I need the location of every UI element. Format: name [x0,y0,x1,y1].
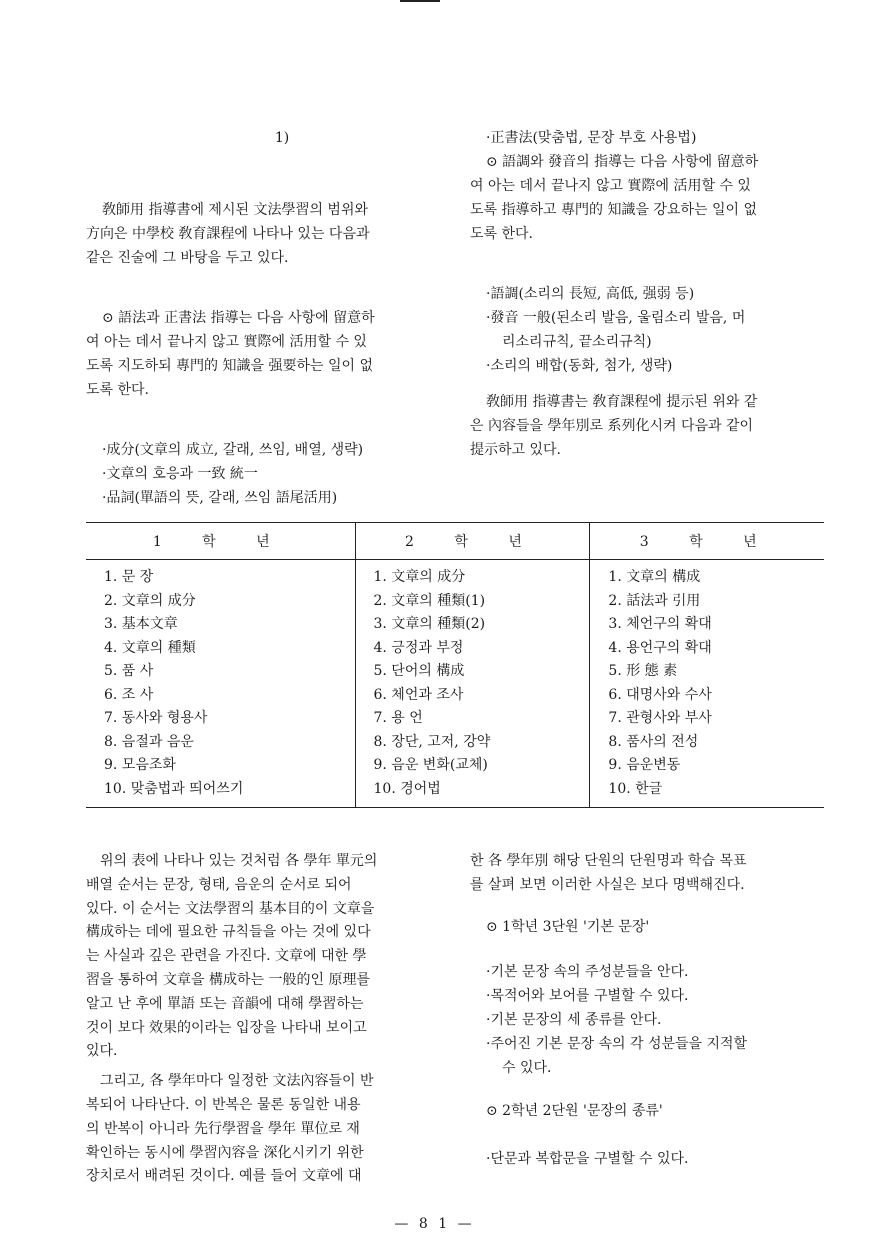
list-item: ·發音 一般(된소리 발음, 울림소리 발음, 머 [486,310,746,326]
line: 위의 表에 나타나 있는 것처럼 各 學年 單元의 [100,853,378,869]
line: 는 사실과 깊은 관련을 가진다. 文章에 대한 學 [86,948,367,965]
table-header: 3 학 년 [590,523,824,560]
line: 의 반복이 아니라 先行學習을 學年 單位로 재 [86,1120,360,1137]
line: 方向은 中學校 敎育課程에 나타나 있는 다음과 [86,226,370,242]
right-bottom-column [470,850,826,1172]
list-item: 8. 음절과 음운 [104,733,194,750]
list-item: ·語調(소리의 長短, 高低, 强弱 등) [486,286,695,302]
list-item: 9. 음운 변화(교체) [373,757,488,773]
line: 를 살펴 보면 이러한 사실은 보다 명백해진다. [470,876,745,893]
list-item: 4. 용언구의 확대 [608,639,712,656]
section-heading: ⊙ 1학년 3단원 '기본 문장' [486,918,650,935]
top-rule [400,0,440,2]
line: 확인하는 동시에 學習內容을 深化시키기 위한 [86,1144,364,1161]
page-number: — 8 1 — [394,1216,475,1232]
list-item: 2. 文章의 成分 [104,592,196,609]
line: 알고 난 후에 單語 또는 音韻에 대해 學習하는 [86,995,364,1012]
line: ⊙ 語法과 正書法 指導는 다음 사항에 留意하 [102,310,375,326]
line: 같은 진술에 그 바탕을 두고 있다. [86,250,289,266]
list-item: 10. 맞춤법과 띄어쓰기 [104,780,244,797]
line: 복되어 나타난다. 이 반복은 물론 동일한 내용 [86,1096,361,1113]
line: 도록 指導하고 專門的 知識을 강요하는 일이 없 [470,202,757,218]
line: 것이 보다 效果的이라는 입장을 나타내 보이고 [86,1019,367,1036]
list-item: 9. 모음조화 [104,757,176,773]
line: ⊙ 語調와 發音의 指導는 다음 사항에 留意하 [486,154,759,170]
line: 習을 통하여 文章을 構成하는 一般的인 原理를 [86,971,370,988]
list-item-continuation: 수 있다. [502,1059,552,1076]
list-item: 8. 장단, 고저, 강약 [373,733,491,750]
table-header: 1 학 년 [86,523,355,560]
list-item: 6. 조 사 [104,686,154,703]
list-item: ·正書法(맞춤법, 문장 부호 사용법) [486,130,697,146]
list-item: 2. 文章의 種類(1) [373,592,486,609]
list-item: 7. 동사와 형용사 [104,710,208,726]
list-item: 1. 文章의 構成 [608,569,701,585]
list-item: ·品詞(單語의 뜻, 갈래, 쓰임 語尾活用) [102,490,338,506]
right-top-column [470,126,826,462]
list-item: 5. 形 態 素 [608,663,678,679]
list-item: ·成分(文章의 成立, 갈래, 쓰임, 배열, 생략) [102,442,364,458]
list-item: ·주어진 기본 문장 속의 각 성분들을 지적할 [486,1035,748,1052]
list-item: 10. 경어법 [373,780,441,797]
curriculum-table [86,522,824,808]
list-item: 10. 한글 [608,780,663,797]
list-item: 5. 품 사 [104,663,154,679]
list-item: 2. 話法과 引用 [608,592,701,609]
list-item: 1. 文章의 成分 [373,569,466,585]
list-item: 4. 文章의 種類 [104,639,196,656]
list-item: 3. 基本文章 [104,616,178,632]
list-item: ·목적어와 보어를 구별할 수 있다. [486,988,689,1005]
line: 여 아는 데서 끝나지 않고 實際에 活用할 수 있 [470,178,751,194]
line: 있다. [86,1043,118,1060]
line: 한 各 學年別 해당 단원의 단원명과 학습 목표 [470,853,747,869]
line: 그리고, 各 學年마다 일정한 文法內容들이 반 [100,1073,374,1090]
table-cell-grade2 [355,560,590,808]
paragraph [86,1070,438,1189]
line: 여 아는 데서 끝나지 않고 實際에 活用할 수 있 [86,334,367,350]
left-bottom-column [86,850,438,1189]
left-top-column [86,126,438,510]
list-item: 6. 체언과 조사 [373,686,464,703]
line: 도록 한다. [86,382,149,398]
line: 構成하는 데에 필요한 규칙들을 아는 것에 있다 [86,924,371,941]
list-item: 7. 관형사와 부사 [608,710,712,726]
list-item: 4. 긍정과 부정 [373,639,464,656]
list-item: 7. 용 언 [373,710,423,726]
line: 도록 지도하되 專門的 知識을 强要하는 일이 없 [86,358,373,374]
list-item: ·기본 문장 속의 주성분들을 안다. [486,964,689,981]
list-item: ·소리의 배합(동화, 첨가, 생략) [486,358,673,374]
list-item: ·文章의 호응과 一致 統一 [102,466,258,482]
list-item: 5. 단어의 構成 [373,663,465,679]
section-heading: ⊙ 2학년 2단원 '문장의 종류' [486,1103,663,1120]
line: 提示하고 있다. [470,442,561,458]
list-item: 6. 대명사와 수사 [608,686,712,703]
line: 있다. 이 순서는 文法學習의 基本目的이 文章을 [86,900,375,917]
list-item: 8. 품사의 전성 [608,733,699,750]
line: 敎師用 指導書는 敎育課程에 提示된 위와 같 [486,394,758,410]
list-item: ·기본 문장의 세 종류를 안다. [486,1011,662,1028]
list-item: 1. 문 장 [104,569,154,585]
line: 장치로서 배려된 것이다. 예를 들어 文章에 대 [86,1168,362,1185]
line: 배열 순서는 문장, 형태, 음운의 순서로 되어 [86,876,352,893]
list-item: 3. 체언구의 확대 [608,616,712,632]
list-item: ·단문과 복합문을 구별할 수 있다. [486,1151,689,1168]
paragraph [86,850,438,1064]
line: 도록 한다. [470,226,533,242]
footnote-ref: 1) [274,130,290,146]
list-item-continuation: 리소리규칙, 끝소리규칙) [502,334,652,350]
line: 은 內容들을 學年別로 系列化시켜 다음과 같이 [470,418,754,434]
line: 敎師用 指導書에 제시된 文法學習의 범위와 [102,202,368,218]
table-cell-grade1 [86,560,355,808]
list-item: 3. 文章의 種類(2) [373,616,486,632]
table-header: 2 학 년 [355,523,590,560]
list-item: 9. 음운변동 [608,757,681,773]
table-cell-grade3 [590,560,824,808]
